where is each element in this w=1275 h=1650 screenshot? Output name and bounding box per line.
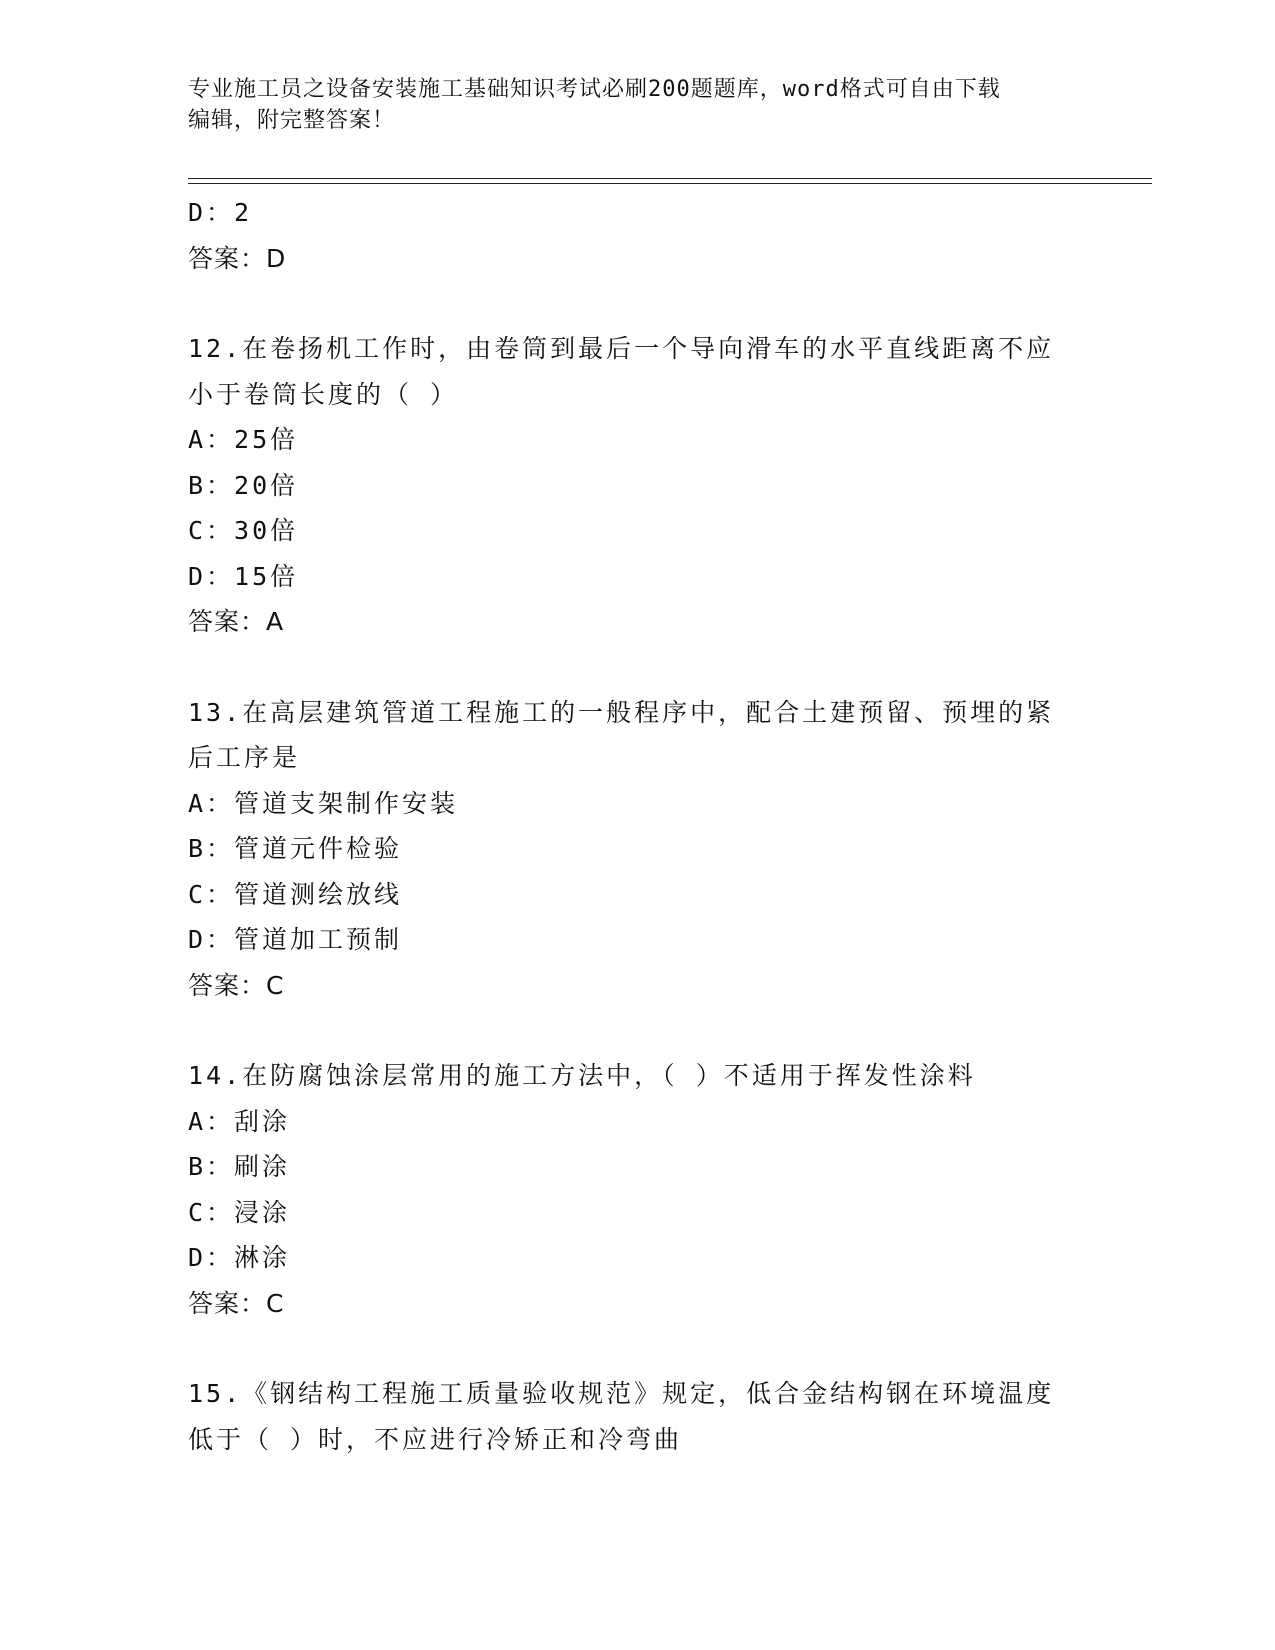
question-gap: [188, 645, 1088, 690]
question-12-option-d: D：15倍: [188, 561, 299, 591]
question-13-text-line-1: 13.在高层建筑管道工程施工的一般程序中，配合土建预留、预埋的紧: [188, 697, 1055, 727]
header-title-line-1: 专业施工员之设备安装施工基础知识考试必刷200题题库，word格式可自由下载: [188, 77, 1001, 102]
question-15-text-line-1: 15.《钢结构工程施工质量验收规范》规定，低合金结构钢在环境温度: [188, 1379, 1055, 1408]
question-13-option-d: D：管道加工预制: [188, 925, 403, 954]
question-13-answer: 答案：C: [188, 970, 285, 1000]
question-14-option-d: D：淋涂: [188, 1243, 291, 1272]
question-14-option-c: C：浸涂: [188, 1197, 291, 1227]
question-15-text-line-2: 低于（ ）时，不应进行冷矫正和冷弯曲: [188, 1424, 683, 1454]
question-13-option-a: A：管道支架制作安装: [188, 788, 459, 818]
question-12-text-line-2: 小于卷筒长度的（ ）: [188, 379, 459, 409]
question-14-option-b: B：刷涂: [188, 1152, 291, 1181]
question-12-option-b: B：20倍: [188, 470, 299, 500]
question-12-option-c: C：30倍: [188, 516, 299, 545]
question-12-option-a: A：25倍: [188, 425, 299, 454]
question-12-answer: 答案：A: [188, 607, 285, 636]
question-gap: [188, 281, 1088, 326]
question-11-answer: 答案：D: [188, 243, 287, 273]
question-list: [188, 190, 1088, 1462]
question-14-option-a: A：刮涂: [188, 1106, 291, 1136]
question-13-text-line-2: 后工序是: [188, 743, 301, 772]
question-gap: [188, 1008, 1088, 1053]
question-13-option-c: C：管道测绘放线: [188, 879, 403, 909]
question-14-answer: 答案：C: [188, 1288, 285, 1318]
header-title-line-2: 编辑，附完整答案！: [188, 108, 396, 133]
question-gap: [188, 1326, 1088, 1371]
question-13-option-b: B：管道元件检验: [188, 834, 403, 863]
question-12-text-line-1: 12.在卷扬机工作时，由卷筒到最后一个导向滑车的水平直线距离不应: [188, 334, 1055, 363]
question-11-option-d: D：2: [188, 198, 253, 227]
document-header: [188, 74, 1088, 136]
header-divider-top: [188, 178, 1152, 179]
question-14-text-line-1: 14.在防腐蚀涂层常用的施工方法中，（ ）不适用于挥发性涂料: [188, 1061, 976, 1090]
header-divider-bottom: [188, 183, 1152, 184]
